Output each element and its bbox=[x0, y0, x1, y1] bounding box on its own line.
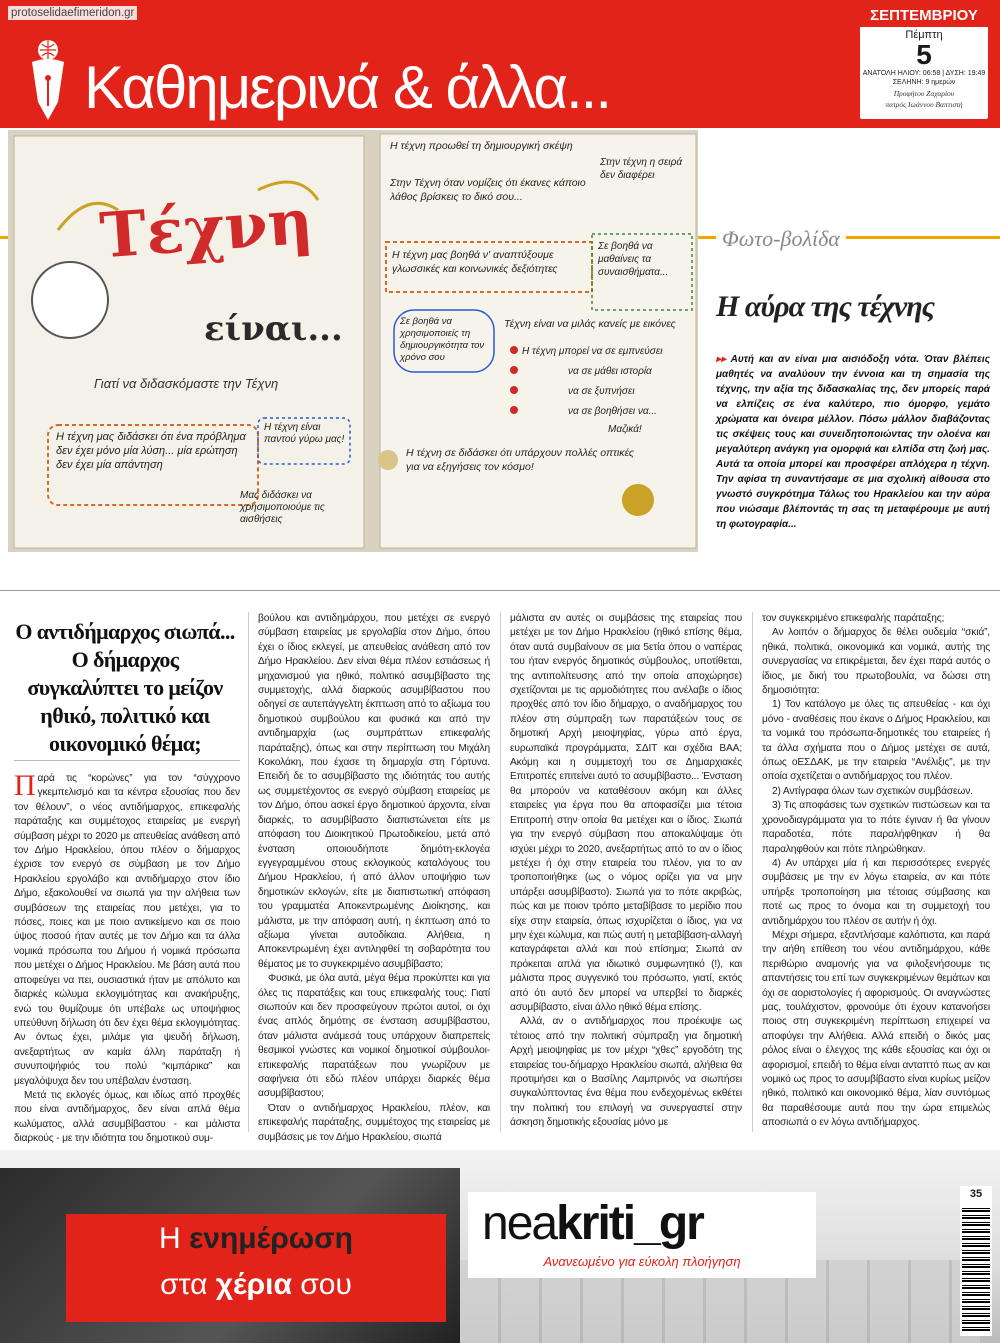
article-headline: Ο αντιδήμαρχος σιωπά... Ο δήμαρχος συγκαλύπτει το μείζον ηθικό, πολιτικό και οικονομικό θέμα; bbox=[15, 619, 235, 756]
article-paragraph: τον συγκεκριμένο επικεφαλής παράταξης; bbox=[762, 613, 945, 624]
column-rule bbox=[248, 612, 249, 1132]
article-paragraph: Αν λοιπόν ο δήμαρχος δε θέλει ουδεμία “σκιά”, ηθικά, πολιτικά, οικονομικά και νομικά, αυτής της συνεργασίας να επικρέμεται, δεν έχει παρά αυτός ο ίδιος, με δική του πρωτοβουλία, να δώσει στη δημοσιότητα: bbox=[762, 627, 990, 697]
classroom-poster-photo bbox=[8, 130, 698, 552]
poster-list-4: να σε βοηθήσει να... bbox=[568, 406, 657, 417]
ad-slogan-word-bold: χέρια bbox=[215, 1268, 292, 1301]
ad-slogan-word: στα bbox=[160, 1268, 208, 1301]
saint-of-day-1: Προφήτου Ζαχαρίου bbox=[893, 89, 955, 98]
poster-right-side-2: Σε βοηθά να μαθαίνεις τα συναισθήματα... bbox=[598, 241, 669, 278]
article-column-3 bbox=[510, 612, 742, 1132]
article-paragraph bbox=[14, 769, 240, 1089]
ad-brand-logo bbox=[482, 1194, 703, 1254]
article-paragraph: 1) Τον κατάλογο με όλες τις απευθείας - και όχι μόνο - αναθέσεις που έκανε ο Δήμος Ηρακλείου, και τα νομικά του πρόσωπα-δημοτικές του εταιρείες ή τα άλλα σχήματα που ο Δήμος μετέχει σε αυτά, όπως οΕΣΔΑΚ, με την εταιρεία “Ανέλιξις”, με την οποία σχετίζεται ο αντιδήμαρχος του πλέον. bbox=[762, 699, 990, 783]
poster-right-line-5: Η τέχνη σε διδάσκει ότι υπάρχουν πολλές οπτικές για να εξηγήσεις τον κόσμο! bbox=[406, 447, 634, 473]
orange-rule-left bbox=[0, 236, 8, 239]
section-label: Φωτο-βολίδα bbox=[716, 226, 846, 252]
poster-right-line-1: Η τέχνη προωθεί τη δημιουργική σκέψη bbox=[390, 140, 573, 152]
poster-title-word-1: Τέχνη bbox=[97, 184, 315, 273]
photo-article-lead bbox=[716, 352, 990, 532]
photo-article-lead-text: Αυτή και αν είναι μια αισιόδοξη νότα. Όταν βλέπεις μαθητές να αναλύουν την έννοια και τη σημασία της τέχνης, την αξία της διδασκαλίας της, δεν μπορείς παρά να ελπίζεις σε ένα καλύτερο, πιο όμορφο, γεμάτο χρώματα και όνειρα μέλλον. Πόσω μάλλον διαβάζοντας τις σκέψεις τους και συνειδητοποιώντας την ολοένα και μεγαλύτερη ανάγκη για ομορφιά και ελπίδα στη ζωή μας. Αυτά τα οποία μπορεί και προσφέρει απλόχερα η τέχνη. Την αφίσα τη συναντήσαμε σε μια σχολική αίθουσα στο γνωστό συγκρότημα Τάλως του Ηρακλείου και την αύρα που νιώσαμε βλέποντάς τη σας τη μεταφέρουμε με αυτή τη φωτογραφία... bbox=[716, 354, 990, 530]
article-paragraph: 3) Τις αποφάσεις των σχετικών πιστώσεων και τα χρονοδιαγράμματα για το πότε έγιναν ή θα γίνουν παραδοτέα, πότε παραλήφθηκαν ή θα παραληφθούν και πότε πληρώθηκαν. bbox=[762, 800, 990, 855]
article-column-2 bbox=[258, 612, 490, 1143]
neakriti-advertisement[interactable] bbox=[0, 1150, 1000, 1343]
barcode bbox=[960, 1186, 992, 1336]
article-paragraph: μάλιστα αν αυτές οι συμβάσεις της εταιρείας που μετέχει με τον Δήμο Ηρακλείου (ηθικό επίσης θέμα, όταν αυτά συμβαίνουν σε μια 5ετία όπου ο ναπέρας του ήταν ενεργός δημοτικός σύμβουλος, υποτίθεται, της αντιπολίτευσης από την οποία αποχώρησε) σχετίζονται με τις αρμοδιότητες που ανέλαβε ο ίδιος προχθές από τον ίδιο δήμαρχο, ο αναδήμαρχος του πλέον στη σύμπραξη των παρατάξεών τους σε δημοτική Αρχή μειοψηφίας, γύρω από έργα, ευρωπαϊκά προγράμματα, ΣΔΙΤ και σχέδια ΒΑΑ; Ακόμη και η συμμετοχή του σε Δημαρχιακές Επιτροπές επιτείνει αυτό το ασυμβίβαστο... Ένσταση θα μπορούν να καταθέσουν ακόμη και άλλες εταιρείες για έργα που θα αποφασίζει μια τέτοια Επιτροπή στην οποία θα μετέχει και ο ίδιος. Σιωπά για την ενεργό σύμβαση που αποκαλύψαμε ότι ισχύει μέχρι το 2020, ανεξαρτήτως από το αν ο ίδιος μετέχει ή όχι στην εταιρεία του πλέον, για το αν τροποποιήθηκε (ως ο νόμος ορίζει για να μην υπάρξει ασυμβίβαστο). Σιωπά για το πότε ακριβώς, πώς και με ποιον τρόπο μεταβίβασε το μερίδιο που είχε στην εταιρεία, όπως ισχυρίζεται ο ίδιος, για να μην έχει κώλυμα, και πώς αυτή η μεταβίβαση-αλλαγή καταγράφεται αλλά και πού επίσημα; Σιωπά αν πρόκειται απλά για ιδιωτικό συμφωνητικό (!), και μάλιστα προς συγγενικό του πρόσωπο, γιατί, εκτός από ότι αυτό δεν μπορεί να υπερβεί το διαρκές ασυμβίβαστο, είναι άλλο ηθικό θέμα επίσης. bbox=[510, 613, 742, 1013]
ad-slogan-word: Η bbox=[159, 1222, 181, 1255]
poster-list-1: Η τέχνη μπορεί να σε εμπνεύσει bbox=[522, 346, 663, 357]
date-day: 5 bbox=[916, 39, 932, 70]
article-paragraph: Όταν ο αντιδήμαρχος Ηρακλείου, πλέον, και επικεφαλής παράταξης, συμμέτοχος της εταιρείας με συμβάσεις με τον Δήμο Ηρακλείου, σιωπά bbox=[258, 1102, 490, 1143]
date-box bbox=[858, 3, 990, 121]
arrow-marker-icon: ▸▸ bbox=[716, 354, 727, 365]
poster-right-line-3: Η τέχνη μας βοηθά ν' αναπτύξουμε γλωσσικές και κοινωνικές δεξιότητες bbox=[392, 249, 558, 275]
poster-list-5: Μαζικά! bbox=[608, 424, 642, 435]
poster-note-3: Μας διδάσκει να χρησιμοποιούμε τις αισθήσεις bbox=[240, 490, 325, 525]
ad-brand-subtitle: Ανανεωμένο για εύκολη πλοήγηση bbox=[543, 1254, 741, 1269]
article-paragraph: Φυσικά, με όλα αυτά, μέγα θέμα προκύπτει και για όλες τις παρατάξεις και τους επικεφαλής τους: Γιατί σιωπούν και δεν προσφεύγουν πρώτοι αυτοί, οι όχι ένας απλός δημότης σε ένσταση ασυμβίβαστου, όταν μάλιστα ανάμεσά τους υπάρχουν διαπρεπείς θεσμικοί γνώστες και νομικοί δημοτικοί σύμβουλοι-επικεφαλής παρατάξεων που γνωρίζουν με σαφήνεια ότι εδώ πλέον υπάρχει διαρκές θέμα ασυμβίβαστου; bbox=[258, 973, 490, 1100]
brand-part: nea bbox=[482, 1197, 557, 1250]
column-rule bbox=[500, 612, 501, 1132]
date-weekday: Πέμπτη bbox=[905, 29, 943, 41]
article-paragraph: 2) Αντίγραφα όλων των σχετικών συμβάσεων. bbox=[772, 785, 973, 797]
column-rule bbox=[752, 612, 753, 1132]
pen-globe-logo-icon bbox=[20, 36, 76, 122]
ad-slogan-word-bold: ενημέρωση bbox=[189, 1222, 353, 1255]
headline-rule bbox=[14, 760, 240, 761]
masthead-banner bbox=[0, 0, 1000, 128]
ad-slogan-line-1 bbox=[66, 1222, 446, 1256]
photo-article-title: Η αύρα της τέχνης bbox=[716, 290, 935, 323]
article-column-4 bbox=[762, 612, 990, 1132]
sun-times: ΑΝΑΤΟΛΗ ΗΛΙΟΥ: 06:58 | ΔΥΣΗ: 19:49 bbox=[862, 70, 986, 77]
article-paragraph: 4) Αν υπάρχει μία ή και περισσότερες ενεργές συμβάσεις με την εν λόγω εταιρεία, αν και πότε υπήρξε τροποποίηση μια τέτοιας σύμβασης και ποτέ ως προς το όνομα και τη συμμετοχή του αντιδημάρχου του πλέον σε αυτήν ή όχι. bbox=[762, 857, 990, 927]
barcode-number: 35 bbox=[969, 1188, 983, 1200]
watermark: protoselidaefimeridon.gr bbox=[8, 6, 137, 20]
poster-note-2: Η τέχνη είναι παντού γύρω μας! bbox=[264, 422, 345, 445]
drop-cap: Π bbox=[14, 769, 36, 802]
saint-of-day-2: πατρός Ιωάννου Βαπτιστή bbox=[885, 100, 963, 109]
article-paragraph: βούλου και αντιδημάρχου, που μετέχει σε ενεργό σύμβαση εταιρείας με εργολαβία στον Δήμο, όπου έχει ο ίδιος εκλεγεί, με απευθείας ανάθεση από τον Δήμο Ηρακλείου. Δεν είναι θέμα πλέον εστιάσεως ή μηχανισμού για ηθικό, πολιτικό ασυμβίβαστο της συμμετοχής, αλλά διαρκούς ασυμβίβαστου που οδηγεί σε αυτεπάγγελτη έκπτωση από το αξίωμα του δημοτικού συμβούλου και φυσικά και από την αντιδημαρχία (ως συμπράττων επικεφαλής παράταξης), όπως και στην περίπτωση του Μιχάλη Κοκολάκη, που έχασε τη δημαρχία στη Γόρτυνα. Επειδή δε το ασυμβίβαστο της ιδιότητάς του αυτής ως συμμετέχοντος σε ενεργό σύμβαση εταιρείας με τον Δήμο, όπου ασκεί έργο δημοτικού άρχοντα, είναι διαρκές, το ασυμβίβαστο διαπιστώνεται είτε με απόφαση του Διοικητικού Πρωτοδικείου, μετά από ένσταση οποιουδήποτε δημότη-εκλογέα εγγεγραμμένου στους εκλογικούς καταλόγους του Δήμου Ηρακλείου, ή από άλλον υποψήφιο των δημοτικών εκλογών, είτε με διαπιστωτική απόφαση του γραμματέα Αποκεντρωμένης Διοίκησης, και μάλιστα, με την απόφαση αυτή, η έκπτωση από το αξίωμα γίνεται αυτοδίκαια. Αλήθεια, η Αποκεντρωμένη έχει αντιληφθεί τη σοβαρότητα του θέματος με το συγκεκριμένο ασυμβίβαστο; bbox=[258, 613, 490, 970]
poster-right-side-1: Στην τέχνη η σειρά δεν διαφέρει bbox=[600, 157, 683, 181]
barcode-bars-icon bbox=[962, 1206, 990, 1331]
article-paragraph-text: αρά τις “κορώνες” για τον “σύγχρονο γκεμπελισμό και τα κέντρα εξουσίας που δεν τον θέλουν”, ο νέος αντιδήμαρχος, επικεφαλής παράταξης και συμμέτοχος εταιρείας με ενεργή σύμβαση μέχρι το 2020 με απευθείας ανάθεση από τον Δήμο Ηρακλείου, όπου πλέον ο δήμαρχος έχρισε τον ενεργό σε σύμβαση με τον Δήμο Ηρακλείου εργολάβο και αντιδήμαρχο στον ίδιο Δήμο, εξακολουθεί να σιωπά για την αλήθεια των συμβάσεων της εταιρείας που μετέχει, για το πόσες, ποιες και με ποιο αντικείμενο και σε ποιο ύψος ποσού ήταν αυτές με τον Δήμο και τα άλλα νομικά πρόσωπα του Δήμου ή νομικά πρόσωπα που μετέχει ο Δήμος Ηρακλείου. Με βάση αυτά που αποφεύγει να πει, ουσιαστικά ήταν με απόλυτο και διαρκές κώλυμα εκλογιμότητας και ανακήρυξης, ενώ του θυμίζουμε ότι υπέβαλε ως υποψήφιος υπεύθυνη δήλωση ότι δεν έχει θέμα εκλογιμότητας. Αν όντως έχει, μιλάμε για ψευδή δήλωση, ανεξαρτήτως αν καμία άλλη παράταξη ή συνυποψήφιός του πολύ “κιμπάρικα” και μεγαλόψυχα δεν του υπέβαλαν ένσταση. bbox=[14, 773, 240, 1087]
ad-slogan-word: σου bbox=[300, 1268, 352, 1301]
ad-slogan-line-2 bbox=[66, 1268, 446, 1302]
poster-title-word-2: είναι... bbox=[204, 309, 343, 349]
poster-list-2: να σε μάθει ιστορία bbox=[568, 366, 652, 377]
poster-right-line-2: Στην Τέχνη όταν νομίζεις ότι έκανες κάποιο λάθος βρίσκεις το δικό σου... bbox=[390, 177, 586, 203]
masthead-title: Καθημερινά & άλλα... bbox=[84, 54, 611, 121]
article-paragraph: Μετά τις εκλογές όμως, και ιδίως από προχθές που είναι αντιδήμαρχος, δεν είναι απλά θέμα κωλύματος, αλλά ασυμβίβαστου - και μάλιστα διαρκούς - με την ιδιότητα του δημοτικού συμ- bbox=[14, 1089, 240, 1145]
article-paragraph: Μέχρι σήμερα, εξαντλήσαμε καλόπιστα, και παρά την αήθη επίθεση του νέου αντιδημάρχου, κάθε περιθώριο αναμονής για να φιλοξενήσουμε τις απαντήσεις του επί των συγκεκριμένων θεμάτων και όχι σε αοριστολογίες ή αφορισμούς. Οι αναγνώστες μας, τουλάχιστον, φρονούμε ότι έχουν κατανοήσει ποιος στη συγκεκριμένη περίπτωση επιχειρεί να αποφύγει την Αλήθεια. Αλλά επειδή ο δικός μας ρόλος είναι ο έλεγχος της κάθε εξουσίας και όχι οι αφορισμοί, επειδή το θέμα είναι ανταπτό πως αν και νομικό ως προς το ασυμβίβαστο είναι κυρίως μείζον ηθικό, πολιτικό και οικονομικό θέμα, λίαν συντόμως θα παραθέσουμε αυτά που την ώρα επιμελώς αποσιωπά ο εν λόγω αντιδήμαρχος. bbox=[762, 929, 990, 1129]
poster-list-3: να σε ξυπνήσει bbox=[568, 386, 635, 397]
ad-red-banner bbox=[66, 1214, 446, 1322]
article-column-1 bbox=[14, 769, 240, 1145]
date-month: ΣΕΠΤΕΜΒΡΙΟΥ bbox=[860, 5, 988, 27]
poster-note-1: Η τέχνη μας διδάσκει ότι ένα πρόβλημα δεν έχει μόνο μία λύση... μία ερώτηση δεν έχει μία απάντηση bbox=[56, 431, 246, 471]
brand-part-bold: kriti_gr bbox=[556, 1197, 703, 1250]
section-divider bbox=[0, 590, 1000, 591]
poster-right-side-3: Σε βοηθά να χρησιμοποιείς τη δημιουργικότητα τον χρόνο σου bbox=[400, 316, 485, 363]
ad-brand-box bbox=[468, 1192, 816, 1278]
moon-age: ΣΕΛΗΝΗ: 9 ημερών bbox=[892, 79, 956, 86]
poster-right-line-4: Τέχνη είναι να μιλάς κανείς με εικόνες bbox=[504, 318, 676, 330]
article-paragraph: Αλλά, αν ο αντιδήμαρχος που προέκυψε ως τέτοιος από την πολιτική σύμπραξη για δημοτική Αρχή μειοψηφίας με τον μέχρι “χθες” εργοδότη της εταιρείας του-δήμαρχο Ηρακλείου σιωπά, αλήθεια θα προτιμήσει και ο Βασίλης Λαμπρινός να σιωπήσει συγκαλύπτοντας ένα θέμα που ενδεχομένως εκθέτει την πολιτική του επιλογή να συνεργαστεί στην άσκηση δημοτικής εξουσίας μόνο με bbox=[510, 1016, 742, 1129]
poster-subtitle: Γιατί να διδασκόμαστε την Τέχνη bbox=[94, 376, 279, 391]
